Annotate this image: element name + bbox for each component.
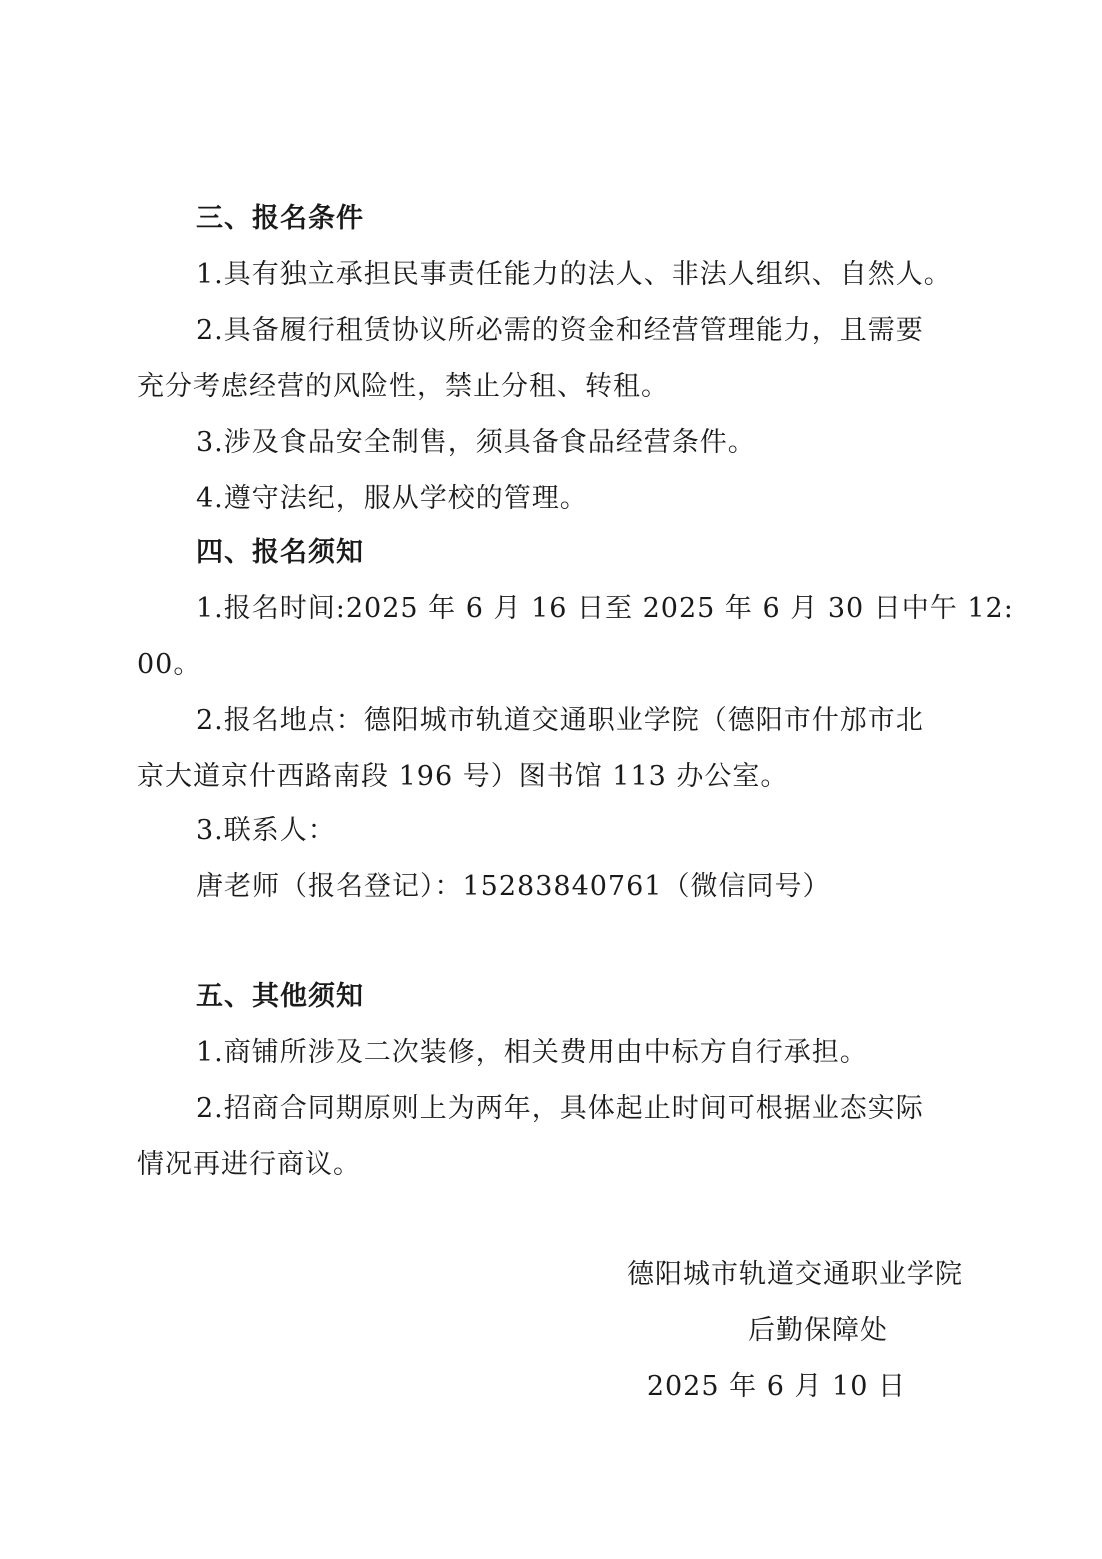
section-5-item-2-line-2: 情况再进行商议。 <box>137 1149 361 1180</box>
section-5-item-2-line-1: 2.招商合同期原则上为两年，具体起止时间可根据业态实际 <box>196 1093 924 1124</box>
section-3-item-2-line-1: 2.具备履行租赁协议所必需的资金和经营管理能力，且需要 <box>196 315 924 346</box>
signature-date: 2025 年 6 月 10 日 <box>646 1371 906 1402</box>
section-3-item-2-line-2: 充分考虑经营的风险性，禁止分租、转租。 <box>137 371 669 402</box>
section-4-heading: 四、报名须知 <box>196 537 364 568</box>
section-3-item-1: 1.具有独立承担民事责任能力的法人、非法人组织、自然人。 <box>196 259 952 290</box>
section-4-item-3: 3.联系人： <box>196 815 336 846</box>
section-4-contact: 唐老师（报名登记）：15283840761（微信同号） <box>196 871 831 902</box>
signature-organization: 德阳城市轨道交通职业学院 <box>627 1259 963 1290</box>
section-5-item-1: 1.商铺所涉及二次装修，相关费用由中标方自行承担。 <box>196 1037 868 1068</box>
section-4-item-1-line-1: 1.报名时间:2025 年 6 月 16 日至 2025 年 6 月 30 日中午 12: <box>196 593 1014 624</box>
section-4-item-2-line-1: 2.报名地点：德阳城市轨道交通职业学院（德阳市什邡市北 <box>196 705 924 736</box>
section-3-item-3: 3.涉及食品安全制售，须具备食品经营条件。 <box>196 427 756 458</box>
section-4-item-2-line-2: 京大道京什西路南段 196 号）图书馆 113 办公室。 <box>137 761 789 792</box>
signature-department: 后勤保障处 <box>748 1315 888 1346</box>
section-5-heading: 五、其他须知 <box>196 981 364 1012</box>
section-4-item-1-line-2: 00。 <box>137 649 202 680</box>
section-3-heading: 三、报名条件 <box>196 203 364 234</box>
section-3-item-4: 4.遵守法纪，服从学校的管理。 <box>196 483 588 514</box>
